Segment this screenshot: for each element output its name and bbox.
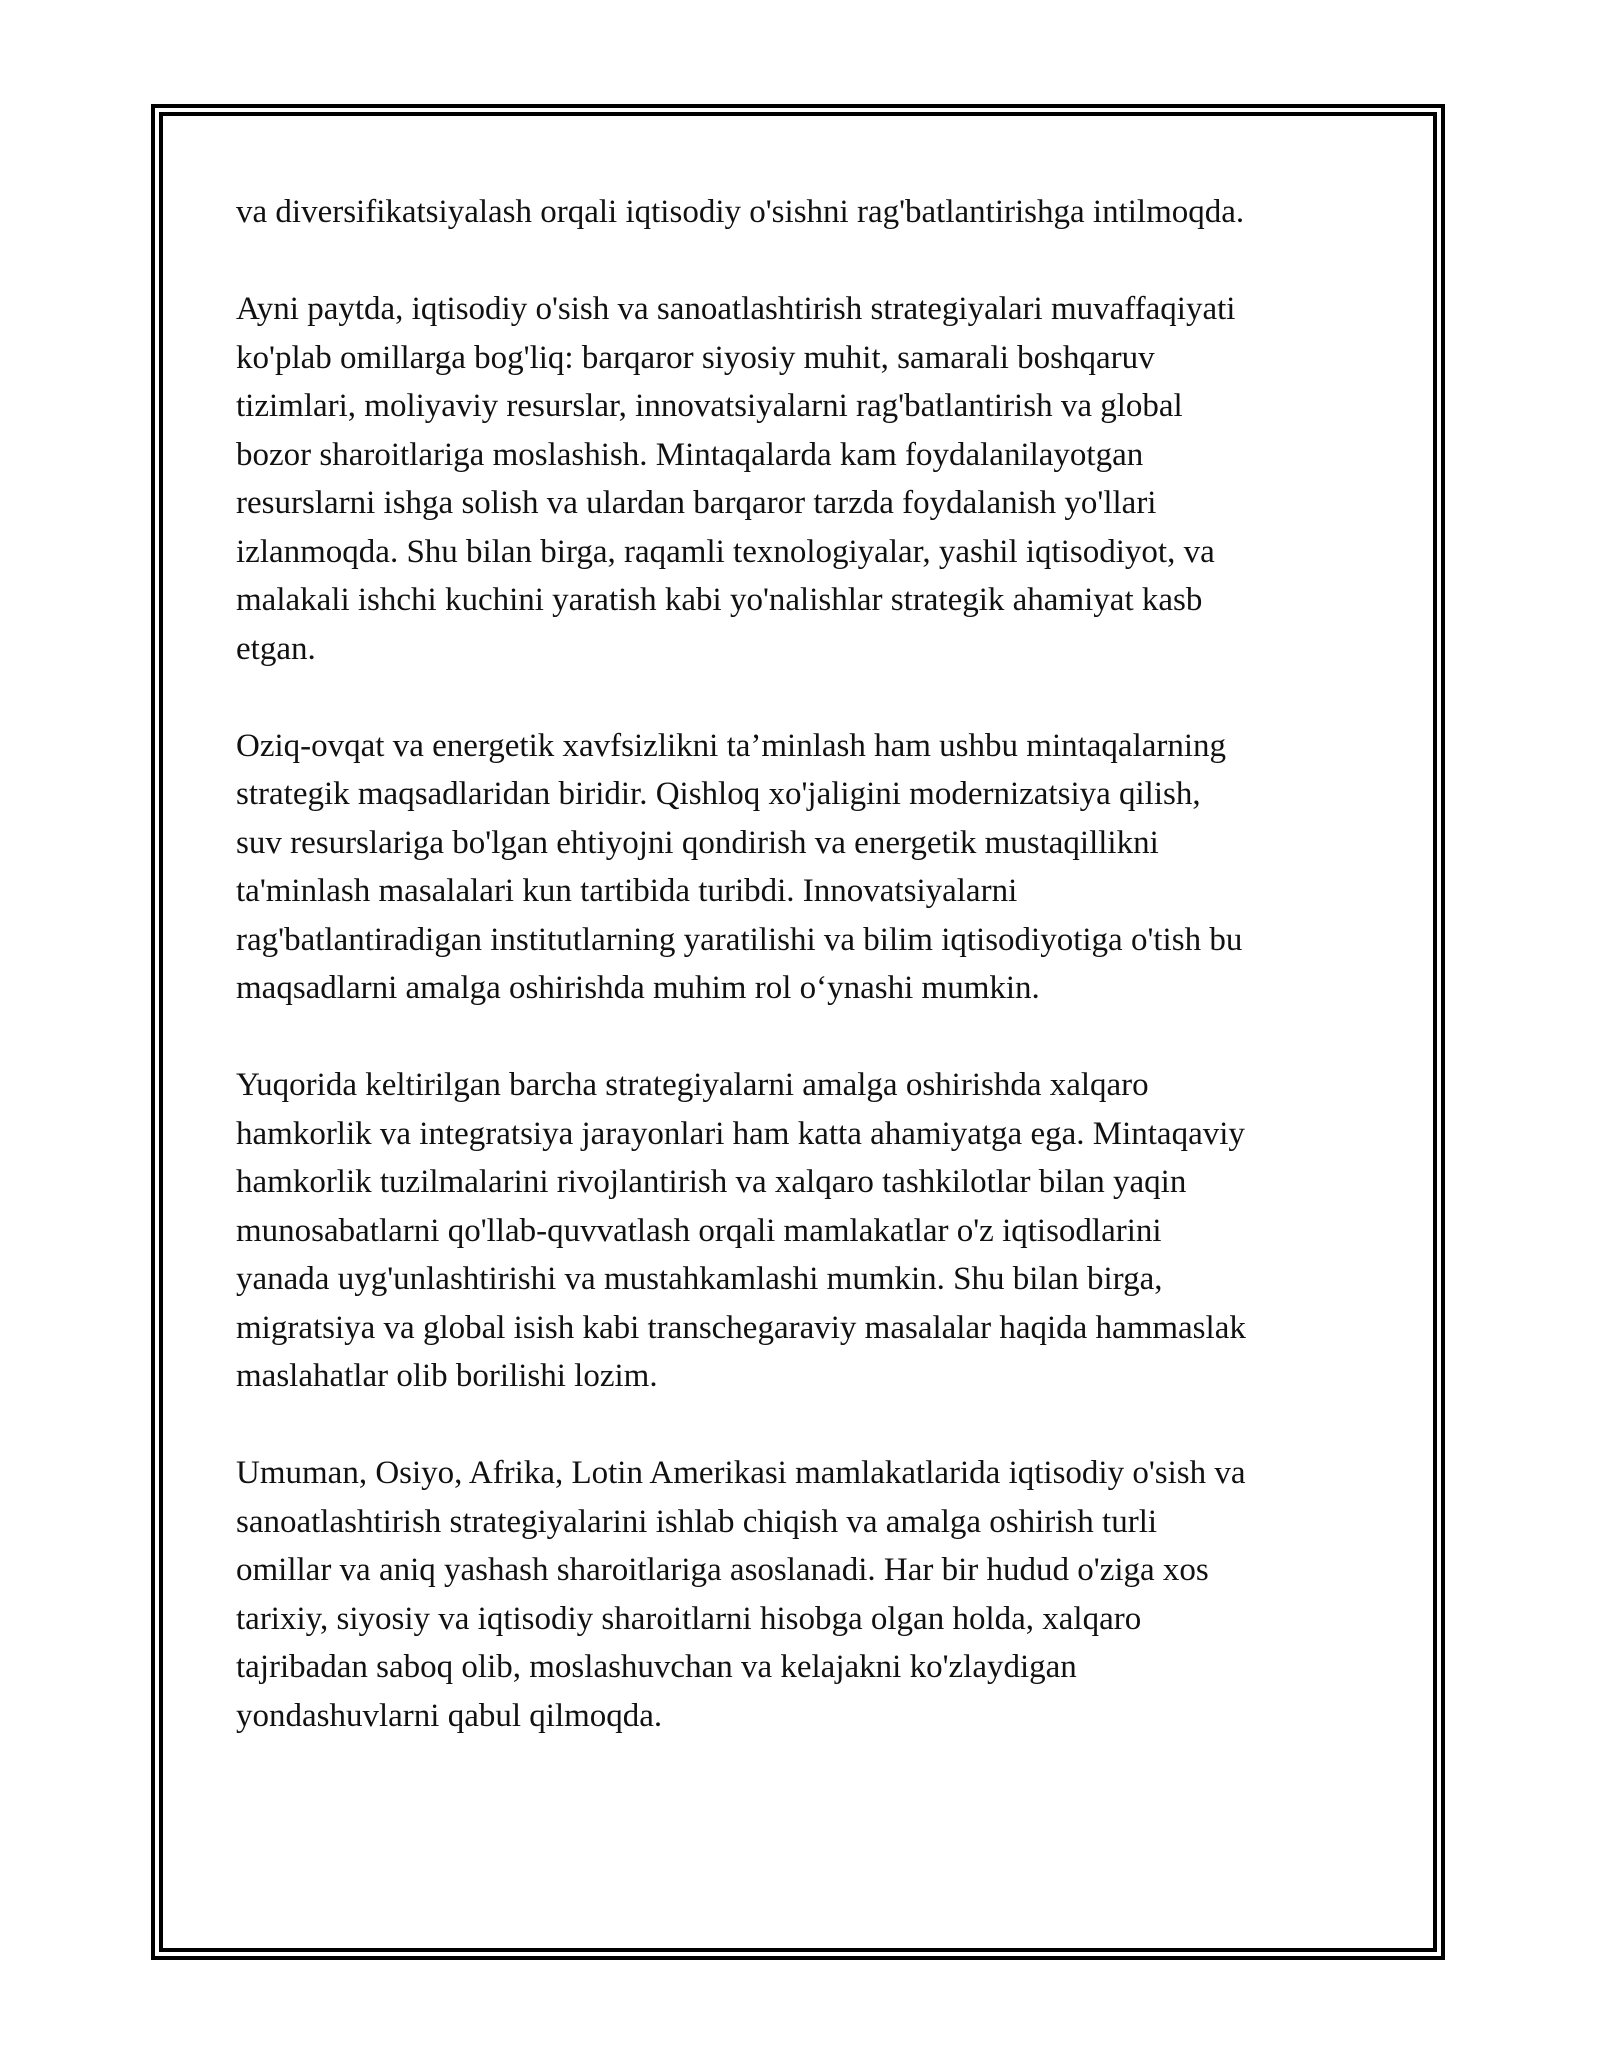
document-body [236, 188, 1376, 1740]
text-line: rag'batlantiradigan institutlarning yaratilishi va bilim iqtisodiyotiga o'tish bu [236, 921, 1243, 958]
text-line: maqsadlarni amalga oshirishda muhim rol o‘ynashi mumkin. [236, 970, 1040, 1006]
text-line: Oziq-ovqat va energetik xavfsizlikni ta’minlash ham ushbu mintaqalarning [236, 727, 1227, 764]
text-line: Yuqorida keltirilgan barcha strategiyalarni amalga oshirishda xalqaro [236, 1067, 1149, 1103]
paragraph-5 [236, 1449, 1376, 1740]
paragraph-4 [236, 1061, 1376, 1401]
text-line: suv resurslariga bo'lgan ehtiyojni qondirish va energetik mustaqillikni [236, 824, 1159, 861]
text-line: bozor sharoitlariga moslashish. Mintaqalarda kam foydalanilayotgan [236, 436, 1144, 473]
paragraph-2 [236, 285, 1376, 673]
text-line: omillar va aniq yashash sharoitlariga asoslanadi. Har bir hudud o'ziga xos [236, 1552, 1209, 1588]
text-line: tizimlari, moliyaviy resurslar, innovatsiyalarni rag'batlantirish va global [236, 388, 1183, 424]
text-line: hamkorlik tuzilmalarini rivojlantirish va xalqaro tashkilotlar bilan yaqin [236, 1164, 1187, 1200]
text-line: resurslarni ishga solish va ulardan barqaror tarzda foydalanish yo'llari [236, 485, 1157, 521]
text-line: ta'minlash masalalari kun tartibida turibdi. Innovatsiyalarni [236, 873, 1018, 909]
text-line: etgan. [236, 630, 316, 667]
text-line: ko'plab omillarga bog'liq: barqaror siyosiy muhit, samarali boshqaruv [236, 339, 1155, 376]
text-line: migratsiya va global isish kabi transchegaraviy masalalar haqida hammaslak [236, 1309, 1246, 1346]
text-line: sanoatlashtirish strategiyalarini ishlab chiqish va amalga oshirish turli [236, 1503, 1158, 1540]
text-line: Umuman, Osiyo, Afrika, Lotin Amerikasi mamlakatlarida iqtisodiy o'sish va [236, 1455, 1246, 1491]
text-line: hamkorlik va integratsiya jarayonlari ham katta ahamiyatga ega. Mintaqaviy [236, 1115, 1245, 1152]
text-line: tajribadan saboq olib, moslashuvchan va kelajakni ko'zlaydigan [236, 1649, 1077, 1685]
text-line: strategik maqsadlaridan biridir. Qishloq xo'jaligini modernizatsiya qilish, [236, 776, 1201, 812]
text-line: yondashuvlarni qabul qilmoqda. [236, 1697, 663, 1734]
text-line: Ayni paytda, iqtisodiy o'sish va sanoatlashtirish strategiyalari muvaffaqiyati [236, 291, 1236, 327]
text-line: maslahatlar olib borilishi lozim. [236, 1358, 658, 1394]
text-line: yanada uyg'unlashtirishi va mustahkamlashi mumkin. Shu bilan birga, [236, 1261, 1163, 1297]
text-line: tarixiy, siyosiy va iqtisodiy sharoitlarni hisobga olgan holda, xalqaro [236, 1600, 1142, 1637]
paragraph-1 [236, 188, 1376, 237]
text-line: izlanmoqda. Shu bilan birga, raqamli texnologiyalar, yashil iqtisodiyot, va [236, 533, 1215, 570]
text-line: va diversifikatsiyalash orqali iqtisodiy o'sishni rag'batlantirishga intilmoqda. [236, 194, 1245, 230]
text-line: malakali ishchi kuchini yaratish kabi yo'nalishlar strategik ahamiyat kasb [236, 582, 1203, 618]
text-line: munosabatlarni qo'llab-quvvatlash orqali mamlakatlar o'z iqtisodlarini [236, 1212, 1162, 1249]
paragraph-3 [236, 722, 1376, 1013]
